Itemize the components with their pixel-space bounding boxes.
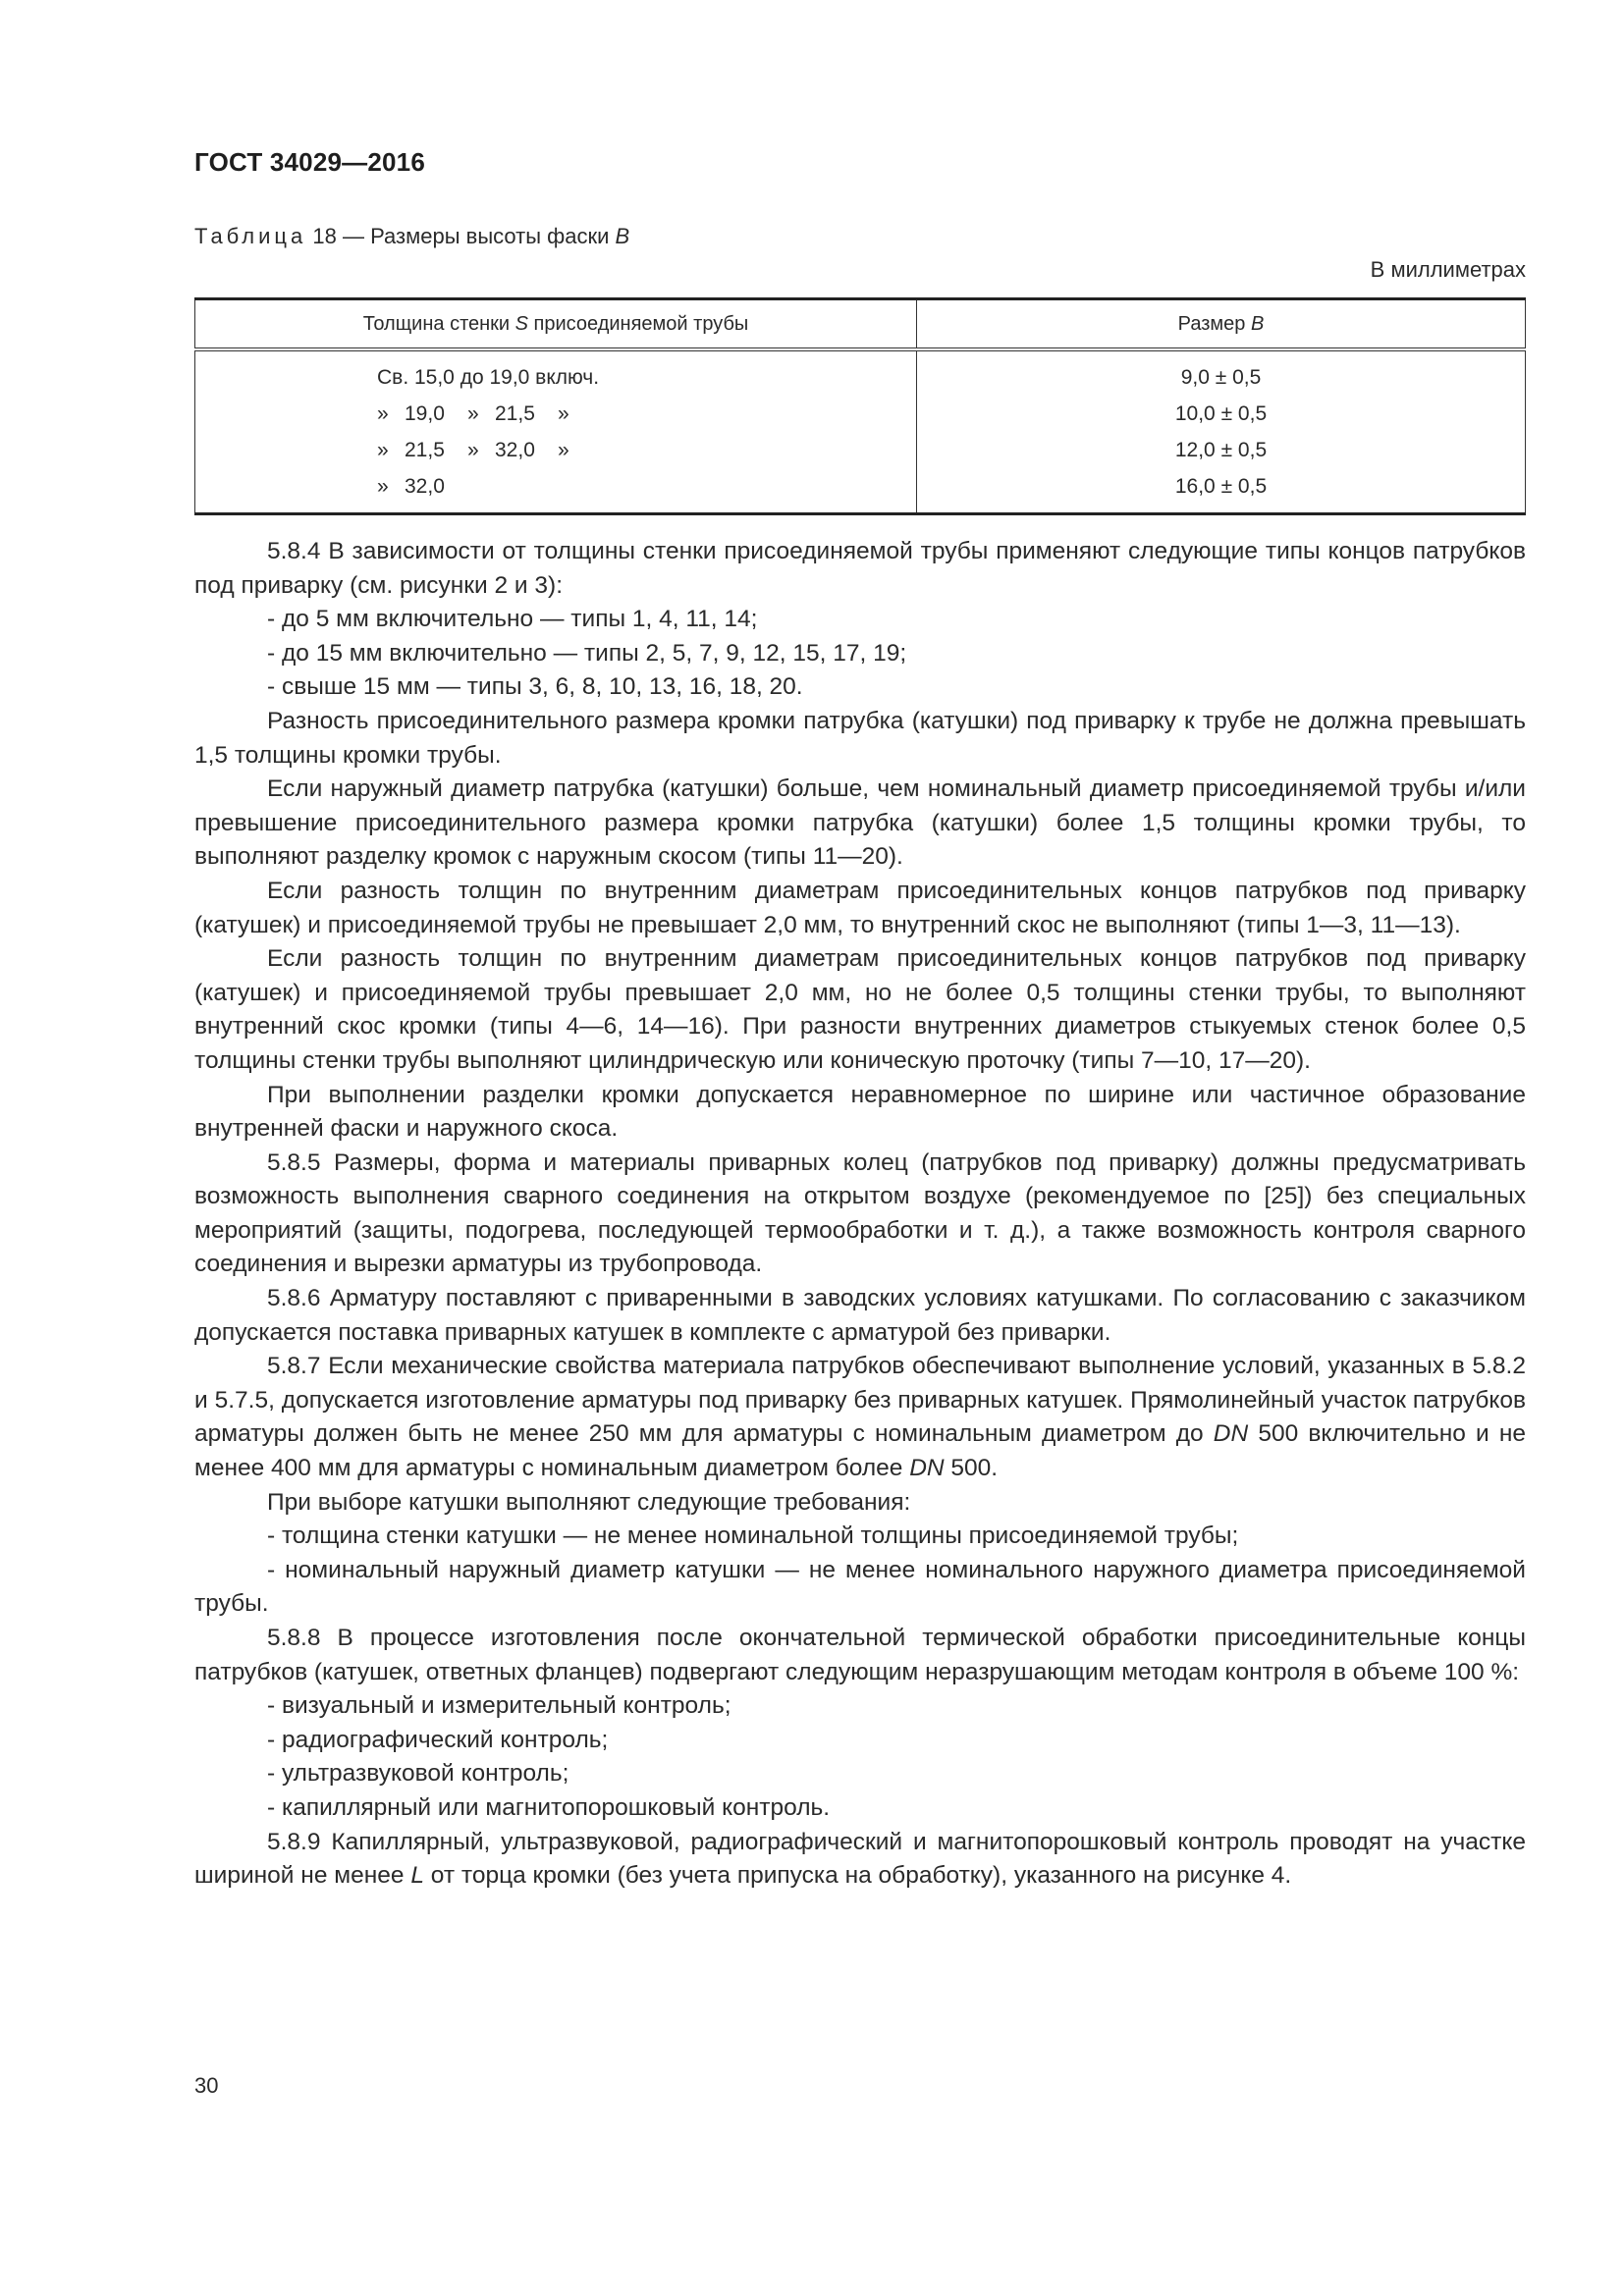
text-run: 5.8.9 Капиллярный, ультразвуковой, радиографический и магнитопорошковый контроль проводят на участке шириной не менее bbox=[194, 1828, 1526, 1890]
text-var: DN bbox=[909, 1455, 945, 1482]
list-item: - свыше 15 мм — типы 3, 6, 8, 10, 13, 16, 18, 20. bbox=[267, 673, 803, 701]
ditto-mark: » bbox=[467, 401, 479, 425]
table-row bbox=[195, 396, 1526, 432]
text-run: от торца кромки (без учета припуска на обработку), указанного на рисунке 4. bbox=[423, 1862, 1292, 1890]
ditto-mark: » bbox=[377, 401, 389, 425]
cell-size: 10,0 ± 0,5 bbox=[917, 396, 1526, 432]
table-caption bbox=[194, 224, 629, 249]
paragraph-5-8-4: 5.8.4 В зависимости от толщины стенки присоединяемой трубы применяют следующие типы концов патрубков под приварку (см. рисунки 2 и 3): bbox=[194, 538, 1526, 599]
text-run: 500. bbox=[944, 1455, 999, 1482]
table-caption-text: Размеры высоты фаски bbox=[370, 224, 616, 248]
column-header-size-b bbox=[917, 299, 1526, 350]
ditto-mark: » bbox=[558, 401, 569, 425]
paragraph-5-8-7 bbox=[194, 1350, 1526, 1485]
paragraph: Если разность толщин по внутренним диаметрам присоединительных концов патрубков под приварку (катушек) и присоединяемой трубы превышает 2,0 мм, но не более 0,5 толщины стенки трубы, то выполняют внутренний скос кромки (типы 4—6, 14—16). При разности внутренних диаметров стыкуемых стенок более 0,5 толщины стенки трубы выполняют цилиндрическую или коническую проточку (типы 7—10, 17—20). bbox=[194, 945, 1526, 1074]
ditto-mark: » bbox=[377, 438, 389, 461]
paragraph-5-8-8: 5.8.8 В процессе изготовления после окончательной термической обработки присоединительные концы патрубков (катушек, ответных фланцев) подвергают следующим неразрушающим методам контроля в объеме 100 %: bbox=[194, 1625, 1526, 1685]
list-item: - визуальный и измерительный контроль; bbox=[267, 1692, 731, 1720]
paragraph: При выполнении разделки кромки допускается неравномерное по ширине или частичное образование внутренней фаски и наружного скоса. bbox=[194, 1081, 1526, 1143]
table-row bbox=[195, 349, 1526, 396]
cell-size: 9,0 ± 0,5 bbox=[917, 349, 1526, 396]
text-var: DN bbox=[1213, 1420, 1249, 1448]
cell-thickness: Св. 15,0 до 19,0 включ. bbox=[377, 365, 600, 389]
table-caption-dash: — bbox=[336, 224, 371, 248]
document-title: ГОСТ 34029—2016 bbox=[194, 147, 425, 177]
list-item: - толщина стенки катушки — не менее номинальной толщины присоединяемой трубы; bbox=[267, 1522, 1239, 1550]
text-var: L bbox=[410, 1862, 424, 1890]
list-item: - номинальный наружный диаметр катушки — не менее номинального наружного диаметра присоединяемой трубы. bbox=[194, 1556, 1526, 1618]
header-var: S bbox=[514, 312, 528, 335]
paragraph: Если разность толщин по внутренним диаметрам присоединительных концов патрубков под приварку (катушек) и присоединяемой трубы не превышает 2,0 мм, то внутренний скос не выполняют (типы 1—3, 11—13). bbox=[194, 877, 1526, 938]
paragraph: Если наружный диаметр патрубка (катушки) больше, чем номинальный диаметр присоединяемой трубы и/или превышение присоединительного размера кромки патрубка (катушки) более 1,5 толщины кромки трубы, то выполняют разделку кромок с наружным скосом (типы 11—20). bbox=[194, 775, 1526, 871]
cell-size: 16,0 ± 0,5 bbox=[917, 468, 1526, 514]
list-item: - радиографический контроль; bbox=[267, 1726, 609, 1753]
cell-thickness bbox=[195, 468, 917, 514]
value-from: 19,0 bbox=[405, 401, 445, 425]
value-to: 32,0 bbox=[495, 438, 535, 461]
header-text: Толщина стенки bbox=[362, 312, 515, 335]
table-header-row bbox=[195, 299, 1526, 350]
header-text: присоединяемой трубы bbox=[528, 312, 749, 335]
ditto-mark: » bbox=[467, 438, 479, 461]
ditto-mark: » bbox=[377, 474, 389, 498]
dimensions-table bbox=[194, 297, 1526, 515]
list-item: - ультразвуковой контроль; bbox=[267, 1760, 569, 1788]
table-row bbox=[195, 468, 1526, 514]
text-run: 5.8.7 Если механические свойства материала патрубков обеспечивают выполнение условий, указанных в 5.8.2 и 5.7.5, допускается изготовление арматуры под приварку без приварных катушек. Прямолинейный участок патрубков арматуры должен быть не менее 250 мм для арматуры с номинальным диаметром до bbox=[194, 1353, 1526, 1448]
header-text: Размер bbox=[1177, 312, 1251, 335]
table-row bbox=[195, 432, 1526, 468]
cell-thickness bbox=[195, 396, 917, 432]
ditto-mark: » bbox=[558, 438, 569, 461]
table-units: В миллиметрах bbox=[1370, 257, 1526, 282]
value-from: 32,0 bbox=[405, 474, 445, 498]
paragraph: Разность присоединительного размера кромки патрубка (катушки) под приварку к трубе не должна превышать 1,5 толщины кромки трубы. bbox=[194, 707, 1526, 769]
column-header-wall-thickness bbox=[195, 299, 917, 350]
paragraph-5-8-9 bbox=[194, 1826, 1526, 1894]
paragraph-5-8-6: 5.8.6 Арматуру поставляют с приваренными в заводских условиях катушками. По согласованию с заказчиком допускается поставка приварных катушек в комплекте с арматурой без приварки. bbox=[194, 1285, 1526, 1346]
list-item: - до 5 мм включительно — типы 1, 4, 11, 14; bbox=[267, 606, 758, 633]
cell-size: 12,0 ± 0,5 bbox=[917, 432, 1526, 468]
value-to: 21,5 bbox=[495, 401, 535, 425]
list-item: - до 15 мм включительно — типы 2, 5, 7, 9, 12, 15, 17, 19; bbox=[267, 639, 907, 667]
body-text bbox=[194, 535, 1526, 1894]
page-number: 30 bbox=[194, 2073, 219, 2098]
table-caption-var: B bbox=[615, 224, 630, 248]
table-caption-label: Таблица bbox=[194, 224, 307, 248]
header-var: B bbox=[1250, 312, 1265, 335]
text-run: 500 включительно и не менее 400 мм для арматуры с номинальным диаметром более bbox=[194, 1420, 1526, 1482]
table-caption-number: 18 bbox=[312, 224, 337, 248]
paragraph-5-8-5: 5.8.5 Размеры, форма и материалы приварных колец (патрубков под приварку) должны предусматривать возможность выполнения сварного соединения на открытом воздухе (рекомендуемое по [25]) без специальных мероприятий (защиты, подогрева, последующей термообработки и т. д.), а также возможность контроля сварного соединения и вырезки арматуры из трубопровода. bbox=[194, 1148, 1526, 1278]
list-item: - капиллярный или магнитопорошковый контроль. bbox=[267, 1793, 831, 1821]
value-from: 21,5 bbox=[405, 438, 445, 461]
cell-thickness bbox=[195, 432, 917, 468]
paragraph: При выборе катушки выполняют следующие требования: bbox=[267, 1488, 911, 1516]
